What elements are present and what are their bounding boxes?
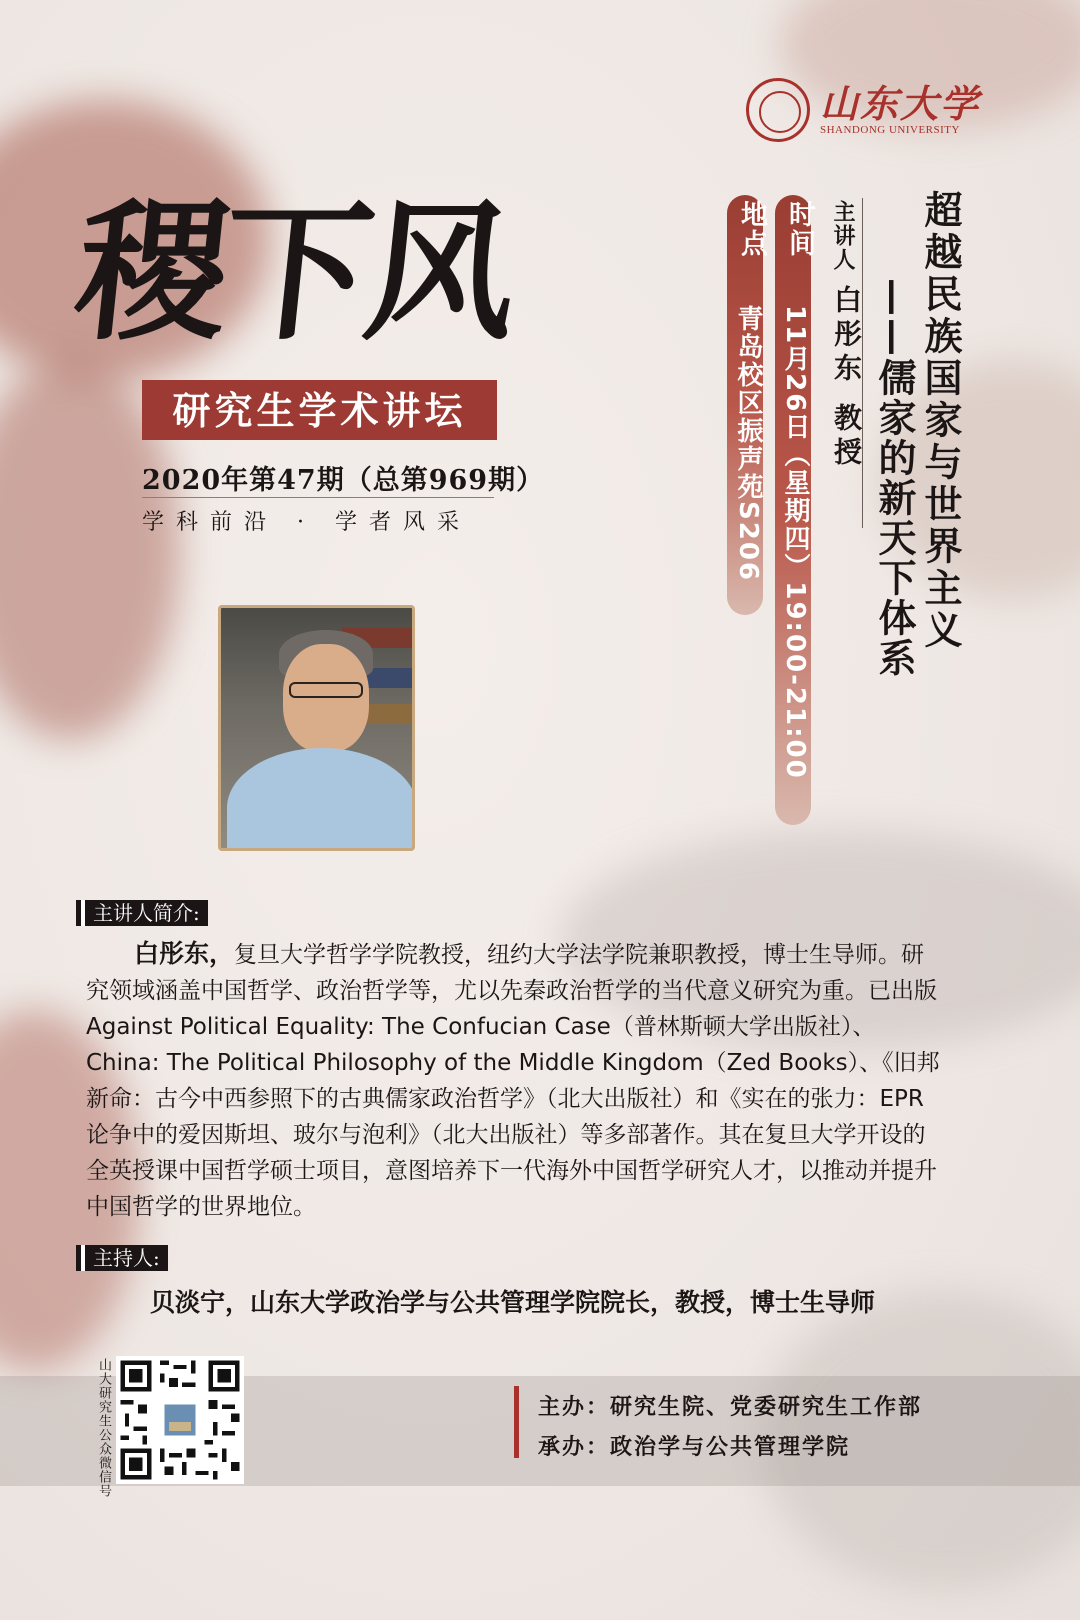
intro-speaker-name: 白彤东，	[134, 939, 235, 968]
place-value: 青岛校区振声苑S206	[733, 305, 763, 582]
issue-number: 2020年第47期（总第969期）	[142, 465, 545, 496]
organizer: 主办：研究生院、党委研究生工作部	[538, 1394, 923, 1420]
intro-paragraph	[86, 936, 946, 1225]
intro-body: 复旦大学哲学学院教授，纽约大学法学院兼职教授，博士生导师。研究领域涵盖中国哲学、政治哲学等，尤以先秦政治哲学的当代意义研究为重。已出版Against Political Equality: The Confucian Case（普林斯顿大学出版社）、China: The Political Philosophy of the Middle Kingdom（Zed Books）、《旧邦新命：古今中西参照下的古典儒家政治哲学》（北大出版社）和《实在的张力：EPR论争中的爱因斯坦、玻尔与泡利》（北大出版社）等多部著作。其在复旦大学开设的全英授课中国哲学硕士项目，意图培养下一代海外中国哲学研究人才，以推动并提升中国哲学的世界地位。	[86, 942, 940, 1220]
co-organizer: 承办：政治学与公共管理学院	[538, 1434, 851, 1460]
qr-code-icon[interactable]	[116, 1356, 244, 1484]
time-label: 时间	[784, 200, 815, 258]
university-name	[819, 81, 980, 136]
forum-name-banner: 研究生学术讲坛	[142, 380, 497, 440]
subtitle-text: 儒家的新天下体系	[872, 358, 917, 678]
university-seal-icon	[746, 78, 810, 142]
speaker-name: 白彤东 教授	[830, 285, 863, 471]
divider	[142, 497, 494, 498]
university-logo	[746, 78, 980, 142]
intro-heading: 主讲人简介:	[76, 900, 208, 926]
lecture-subtitle	[872, 278, 916, 678]
subtitle-dash: ——	[872, 278, 917, 358]
place-label: 地点	[736, 200, 767, 258]
slogan: 学科前沿 · 学者风采	[142, 510, 471, 535]
host-heading: 主持人:	[76, 1245, 168, 1271]
speaker-label: 主讲人	[830, 200, 856, 272]
calligraphy-title: 稷下风	[68, 185, 520, 361]
time-value: 11月26日（星期四）19:00-21:00	[780, 305, 810, 780]
host-text: 贝淡宁，山东大学政治学与公共管理学院院长，教授，博士生导师	[150, 1288, 876, 1317]
lecture-title: 超越民族国家与世界主义	[918, 190, 963, 652]
footer-accent-line	[514, 1386, 519, 1458]
qr-caption: 山大研究生公众微信号	[96, 1358, 111, 1498]
speaker-photo	[218, 605, 415, 851]
university-name-cn: 山东大学	[819, 81, 980, 126]
university-name-en: SHANDONG UNIVERSITY	[819, 124, 960, 136]
